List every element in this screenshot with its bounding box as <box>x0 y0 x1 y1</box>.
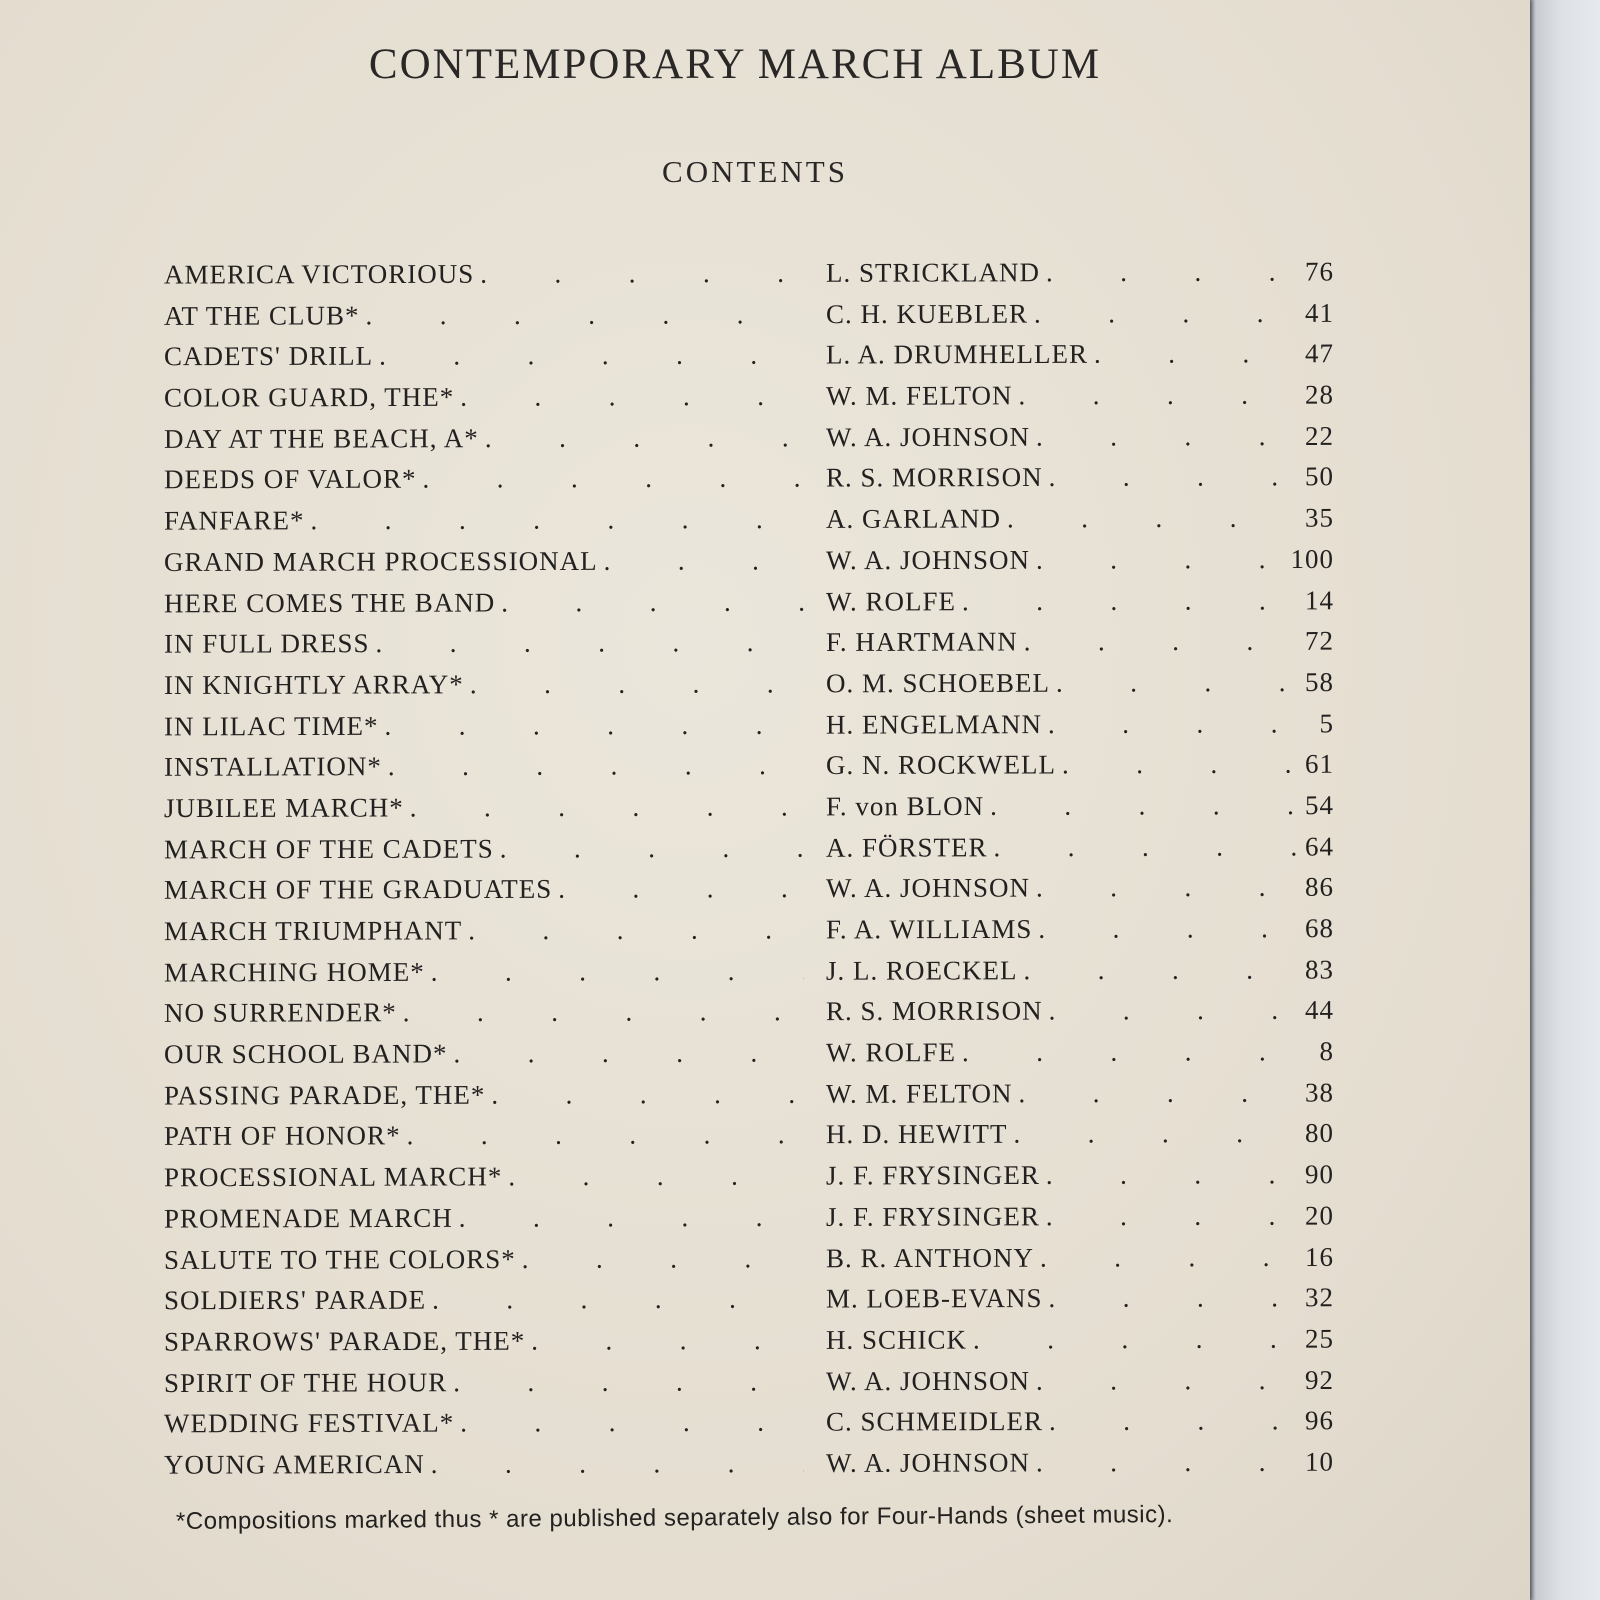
entry-composer: W. ROLFE <box>825 585 957 617</box>
dot-leader <box>480 258 804 290</box>
entry-title: SOLDIERS' PARADE <box>163 1284 427 1316</box>
dot-leader <box>1036 1447 1296 1479</box>
entry-title: SPIRIT OF THE HOUR <box>163 1366 448 1398</box>
entry-composer: J. L. ROECKEL <box>825 954 1018 986</box>
entry-title: HERE COMES THE BAND <box>163 586 496 618</box>
footnote: *Compositions marked thus * are published separately also for Four-Hands (sheet music). <box>175 1501 1174 1535</box>
dot-leader <box>403 997 804 1029</box>
contents-entry <box>164 667 1334 711</box>
entry-page-number: 35 <box>1304 502 1335 533</box>
entry-title: PROCESSIONAL MARCH* <box>163 1161 503 1193</box>
dot-leader <box>1049 1406 1296 1438</box>
contents-entry <box>164 585 1334 629</box>
album-title: CONTEMPORARY MARCH ALBUM <box>368 41 1102 88</box>
dot-leader <box>1036 872 1296 904</box>
entry-title: DEEDS OF VALOR* <box>163 464 417 495</box>
entry-page-number: 16 <box>1304 1241 1335 1272</box>
entry-title: AMERICA VICTORIOUS <box>163 258 475 290</box>
dot-leader <box>453 1038 804 1070</box>
dot-leader <box>1046 257 1296 289</box>
entry-page-number: 54 <box>1304 789 1335 821</box>
entry-title: SALUTE TO THE COLORS* <box>163 1243 516 1275</box>
contents-entry <box>164 1077 1334 1121</box>
contents-entry <box>164 503 1334 547</box>
dot-leader <box>407 1120 805 1152</box>
dot-leader <box>1036 421 1296 453</box>
contents-heading: CONTENTS <box>662 154 848 189</box>
dot-leader <box>501 586 804 618</box>
entry-title: WEDDING FESTIVAL* <box>163 1407 455 1439</box>
entry-title: DAY AT THE BEACH, A* <box>163 422 479 454</box>
dot-leader <box>1024 626 1296 658</box>
dot-leader <box>384 709 804 741</box>
dot-leader <box>962 1036 1296 1068</box>
entry-page-number: 83 <box>1304 954 1335 985</box>
contents-list <box>164 258 1334 1479</box>
dot-leader <box>470 668 804 700</box>
contents-entry <box>164 1118 1334 1162</box>
dot-leader <box>1049 462 1297 494</box>
entry-page-number: 5 <box>1319 707 1335 738</box>
dot-leader <box>1034 298 1296 330</box>
entry-composer: R. S. MORRISON <box>825 995 1043 1027</box>
contents-entry <box>164 1241 1334 1285</box>
entry-composer: F. A. WILLIAMS <box>825 913 1033 945</box>
entry-composer: H. SCHICK <box>825 1324 968 1355</box>
dot-leader <box>468 914 804 946</box>
dot-leader <box>1048 1283 1296 1315</box>
entry-composer: B. R. ANTHONY <box>825 1242 1035 1273</box>
entry-composer: F. HARTMANN <box>825 626 1018 658</box>
dot-leader <box>365 299 804 331</box>
dot-leader <box>431 1448 804 1480</box>
dot-leader <box>508 1161 804 1193</box>
dot-leader <box>993 831 1296 863</box>
entry-title: FANFARE* <box>163 505 305 536</box>
dot-leader <box>310 504 804 536</box>
entry-title: OUR SCHOOL BAND* <box>163 1038 448 1070</box>
dot-leader <box>410 791 804 823</box>
contents-entry <box>164 831 1334 875</box>
entry-composer: G. N. ROCKWELL <box>825 749 1057 781</box>
entry-page-number: 44 <box>1304 995 1335 1026</box>
entry-composer: L. STRICKLAND <box>825 257 1041 288</box>
contents-entry <box>164 1159 1334 1203</box>
dot-leader <box>1049 995 1297 1027</box>
contents-entry <box>164 708 1334 752</box>
contents-entry <box>164 1200 1334 1244</box>
dot-leader <box>1046 1200 1296 1232</box>
dot-leader <box>973 1324 1296 1356</box>
entry-title: IN KNIGHTLY ARRAY* <box>163 669 464 700</box>
contents-entry <box>164 380 1334 424</box>
entry-title: PASSING PARADE, THE* <box>163 1079 486 1111</box>
entry-page-number: 38 <box>1304 1077 1335 1108</box>
dot-leader <box>1048 708 1296 740</box>
entry-title: AT THE CLUB* <box>163 300 360 331</box>
dot-leader <box>604 545 805 577</box>
entry-title: PATH OF HONOR* <box>163 1120 401 1152</box>
dot-leader <box>500 832 804 864</box>
entry-page-number: 32 <box>1304 1282 1335 1313</box>
entry-title: IN FULL DRESS <box>163 628 370 659</box>
dot-leader <box>379 340 804 372</box>
dot-leader <box>388 750 804 782</box>
entry-page-number: 25 <box>1304 1323 1335 1354</box>
contents-entry <box>164 1282 1334 1326</box>
contents-entry <box>164 544 1334 588</box>
entry-composer: H. D. HEWITT <box>825 1119 1008 1150</box>
dot-leader <box>431 955 804 987</box>
entry-title: GRAND MARCH PROCESSIONAL <box>163 545 598 577</box>
entry-title: CADETS' DRILL <box>163 341 374 372</box>
contents-entry <box>164 1323 1334 1367</box>
entry-composer: W. A. JOHNSON <box>825 421 1031 452</box>
entry-composer: R. S. MORRISON <box>825 462 1043 493</box>
contents-entry <box>164 790 1334 834</box>
entry-page-number: 22 <box>1304 420 1335 451</box>
entry-composer: W. A. JOHNSON <box>825 872 1031 904</box>
dot-leader <box>962 585 1296 617</box>
entry-composer: W. M. FELTON <box>825 380 1013 411</box>
entry-page-number: 96 <box>1304 1405 1335 1436</box>
entry-title: IN LILAC TIME* <box>163 710 379 741</box>
contents-entry <box>164 462 1334 506</box>
entry-page-number: 20 <box>1304 1200 1335 1231</box>
entry-composer: J. F. FRYSINGER <box>825 1201 1040 1232</box>
entry-composer: W. A. JOHNSON <box>825 544 1031 576</box>
entry-composer: W. ROLFE <box>825 1037 957 1068</box>
entry-page-number: 76 <box>1304 256 1335 287</box>
contents-entry <box>164 749 1334 793</box>
entry-page-number: 61 <box>1304 748 1335 779</box>
entry-page-number: 80 <box>1304 1118 1335 1149</box>
entry-composer: C. H. KUEBLER <box>825 298 1029 329</box>
entry-page-number: 14 <box>1304 584 1335 615</box>
entry-title: COLOR GUARD, THE* <box>163 381 455 413</box>
contents-entry <box>164 872 1334 916</box>
dot-leader <box>1046 1159 1296 1191</box>
dot-leader <box>375 627 804 659</box>
dot-leader <box>432 1284 804 1316</box>
entry-page-number: 100 <box>1290 543 1335 574</box>
contents-entry <box>164 256 1334 300</box>
entry-composer: H. ENGELMANN <box>825 708 1043 740</box>
entry-page-number: 50 <box>1304 461 1335 492</box>
contents-entry <box>164 1406 1334 1450</box>
dot-leader <box>1040 1241 1296 1273</box>
contents-entry <box>164 995 1334 1039</box>
entry-composer: W. A. JOHNSON <box>825 1365 1031 1396</box>
entry-page-number: 58 <box>1304 666 1335 697</box>
dot-leader <box>1038 913 1296 945</box>
dot-leader <box>459 1202 804 1234</box>
entry-composer: C. SCHMEIDLER <box>825 1406 1044 1437</box>
entry-page-number: 86 <box>1304 872 1335 903</box>
entry-page-number: 64 <box>1304 830 1335 862</box>
dot-leader <box>422 463 804 495</box>
contents-entry <box>164 339 1334 383</box>
entry-title: MARCHING HOME* <box>163 956 425 988</box>
entry-composer: A. GARLAND <box>825 503 1002 535</box>
dot-leader <box>1056 667 1296 699</box>
dot-leader <box>1013 1118 1296 1150</box>
background-edge <box>1530 0 1600 1600</box>
dot-leader <box>491 1079 804 1111</box>
entry-title: JUBILEE MARCH* <box>163 792 404 824</box>
entry-title: NO SURRENDER* <box>163 997 397 1029</box>
entry-page-number: 90 <box>1304 1159 1335 1190</box>
entry-composer: L. A. DRUMHELLER <box>825 339 1089 370</box>
entry-title: INSTALLATION* <box>163 751 382 782</box>
dot-leader <box>558 873 804 905</box>
dot-leader <box>460 381 804 413</box>
entry-page-number: 41 <box>1304 297 1335 328</box>
entry-composer: M. LOEB-EVANS <box>825 1283 1043 1314</box>
entry-page-number: 72 <box>1304 625 1335 656</box>
dot-leader <box>1036 1365 1296 1397</box>
entry-page-number: 28 <box>1304 379 1335 410</box>
dot-leader <box>1023 954 1296 986</box>
contents-entry <box>164 1036 1334 1080</box>
dot-leader <box>1036 544 1296 576</box>
entry-title: MARCH OF THE CADETS <box>163 833 494 865</box>
entry-title: PROMENADE MARCH <box>163 1202 453 1234</box>
contents-entry <box>164 1447 1334 1491</box>
dot-leader <box>990 790 1296 822</box>
contents-entry <box>164 421 1334 465</box>
contents-entry <box>164 626 1334 670</box>
entry-page-number: 68 <box>1304 913 1335 944</box>
contents-entry <box>164 954 1334 998</box>
entry-composer: O. M. SCHOEBEL <box>825 667 1051 699</box>
dot-leader <box>485 422 804 454</box>
dot-leader <box>1018 1077 1296 1109</box>
entry-title: YOUNG AMERICAN <box>163 1448 425 1480</box>
dot-leader <box>460 1407 804 1439</box>
entry-composer: F. von BLON <box>825 790 985 822</box>
dot-leader <box>531 1325 804 1357</box>
entry-page-number: 92 <box>1304 1364 1335 1395</box>
entry-page-number: 47 <box>1304 338 1335 369</box>
entry-composer: J. F. FRYSINGER <box>825 1160 1040 1191</box>
dot-leader <box>1062 749 1296 781</box>
entry-title: MARCH TRIUMPHANT <box>163 915 463 947</box>
entry-page-number: 10 <box>1304 1446 1335 1477</box>
entry-title: MARCH OF THE GRADUATES <box>163 874 553 906</box>
contents-entry <box>164 913 1334 957</box>
entry-composer: A. FÖRSTER <box>825 831 988 863</box>
dot-leader <box>522 1243 804 1275</box>
dot-leader <box>1007 503 1296 535</box>
contents-entry <box>164 1364 1334 1408</box>
dot-leader <box>453 1366 804 1398</box>
entry-composer: W. M. FELTON <box>825 1078 1013 1109</box>
entry-composer: W. A. JOHNSON <box>825 1447 1031 1478</box>
dot-leader <box>1018 380 1296 412</box>
entry-page-number: 8 <box>1319 1036 1335 1067</box>
contents-entry <box>164 298 1334 342</box>
entry-title: SPARROWS' PARADE, THE* <box>163 1325 526 1357</box>
